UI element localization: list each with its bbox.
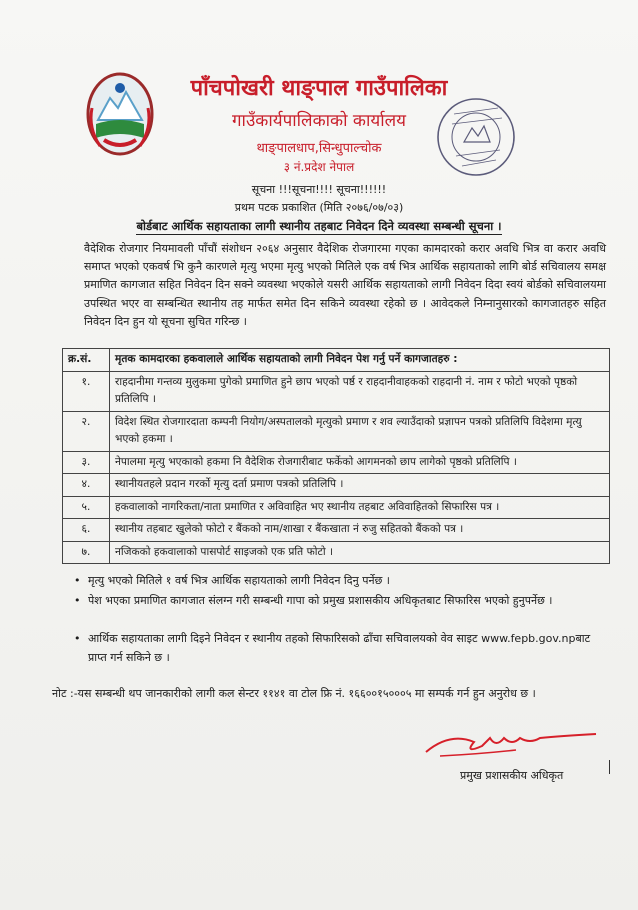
row-serial: ३.	[63, 451, 110, 474]
signature-icon	[420, 724, 600, 760]
column-serial: क्र.सं.	[63, 349, 110, 372]
intro-paragraph: वैदेशिक रोजगार नियमावली पाँचौं संशोधन २०६४ अनुसार वैदेशिक रोजगारमा गएका कामदारको करार अवधि भित्र वा करार अवधि समाप्त भएको एकवर्ष भि कुनै कारणले मृत्यु भएमा मृत्यु भएको मितिले एक वर्ष भित्र आर्थिक सहायताको लागि बोर्ड सचिवालय समक्ष प्रमाणित कागजात सहित निवेदन दिन सक्ने व्यवस्था भएकोले यसरी आर्थिक सहायताको लागी निवेदन दिदा स्वयं बोर्डको सचिवालयमा उपस्थित भएर वा सम्बन्धित स्थानीय तह मार्फत समेत दिन सकिने व्यवस्था रहेको छ । आवेदकले निम्नानुसारको कागजातहरु सहित निवेदन दिन हुन यो सूचना सुचित गरिन्छ ।	[84, 242, 606, 328]
signatory-title: प्रमुख प्रशासकीय अधिकृत	[460, 769, 564, 782]
row-text: राहदानीमा गन्तव्य मुलुकमा पुगेको प्रमाणित हुने छाप भएको पर्ष्ठ र राहदानीवाहकको राहदानी नं. नाम र फोटो भएको पृष्ठको प्रतिलिपि ।	[110, 371, 610, 411]
publication-date: प्रथम पटक प्रकाशित (मिति २०७६/०७/०३)	[234, 201, 404, 214]
row-text: विदेश स्थित रोजगारदाता कम्पनी नियोग/अस्पतालको मृत्युको प्रमाण र शव ल्याउँदाको प्रज्ञापन पत्रको प्रतिलिपि विदेशमा मृत्यु भएको हकमा ।	[110, 411, 610, 451]
notice-heading: सूचना !!!सूचना!!!! सूचना!!!!!!	[251, 183, 387, 196]
table-row	[63, 371, 610, 411]
contact-note: नोट :-यस सम्बन्धी थप जानकारीको लागी कल सेन्टर ११४१ वा टोल फ्रि नं. १६६००१५०००५ मा सम्पर्क गर्न हुन अनुरोध छ ।	[52, 687, 536, 700]
row-text: नजिकको हकवालाको पासपोर्ट साइजको एक प्रति फोटो ।	[110, 541, 610, 564]
row-serial: ७.	[63, 541, 110, 564]
row-serial: १.	[63, 371, 110, 411]
office-name: गाउँकार्यपालिकाको कार्यालय	[231, 111, 407, 131]
row-text: नेपालमा मृत्यु भएकाको हकमा नि वैदेशिक रोजगारीबाट फर्केको आगमनको छाप लागेको पृष्ठको प्रतिलिपि ।	[110, 451, 610, 474]
table-row	[63, 519, 610, 542]
row-text: स्थानीयतहले प्रदान गरर्को मृत्यु दर्ता प्रमाण पत्रको प्रतिलिपि ।	[110, 474, 610, 497]
row-serial: ४.	[63, 474, 110, 497]
municipality-name: पाँचपोखरी थाङ्पाल गाउँपालिका	[190, 76, 448, 101]
divider	[609, 760, 610, 774]
documents-table	[62, 348, 610, 564]
row-serial: २.	[63, 411, 110, 451]
table-row	[63, 411, 610, 451]
table-row	[63, 496, 610, 519]
bullet-item: • पेश भएका प्रमाणित कागजात संलग्न गरी सम्बन्धी गापा को प्रमुख प्रशासकीय अधिकृतबाट सिफारिस भएको हुनुपर्नेछ ।	[88, 592, 608, 611]
table-row	[63, 474, 610, 497]
column-documents: मृतक कामदारका हकवालाले आर्थिक सहायताको लागी निवेदन पेश गर्नु पर्ने कागजातहरु :	[110, 349, 610, 372]
table-row	[63, 541, 610, 564]
notice-subject	[0, 219, 638, 234]
subject-text: बोर्डबाट आर्थिक सहायताका लागी स्थानीय तहबाट निवेदन दिने व्यवस्था सम्बन्धी सूचना ।	[136, 219, 502, 233]
table-header-row	[63, 349, 610, 372]
bullet-item: • आर्थिक सहायताका लागी दिइने निवेदन र स्थानीय तहको सिफारिसको ढाँचा सचिवालयको वेव साइट www.fepb.gov.npबाट प्राप्त गर्न सकिने छ ।	[88, 630, 608, 667]
office-location: थाङ्पालधाप,सिन्धुपाल्चोक	[256, 141, 382, 156]
row-serial: ६.	[63, 519, 110, 542]
row-text: हकवालाको नागरिकता/नाता प्रमाणित र अविवाहित भए स्थानीय तहबाट अविवाहितको सिफारिस पत्र ।	[110, 496, 610, 519]
table-row	[63, 451, 610, 474]
office-seal-stamp-icon	[432, 94, 520, 180]
bullet-item: • मृत्यु भएको मितिले १ वर्ष भित्र आर्थिक सहायताको लागी निवेदन दिनु पर्नेछ ।	[88, 572, 608, 591]
province-name: ३ नं.प्रदेश नेपाल	[283, 160, 355, 174]
row-serial: ५.	[63, 496, 110, 519]
row-text: स्थानीय तहबाट खुलेको फोटो र बैंकको नाम/शाखा र बैंकखाता नं रुजु सहितको बैंकको पत्र ।	[110, 519, 610, 542]
